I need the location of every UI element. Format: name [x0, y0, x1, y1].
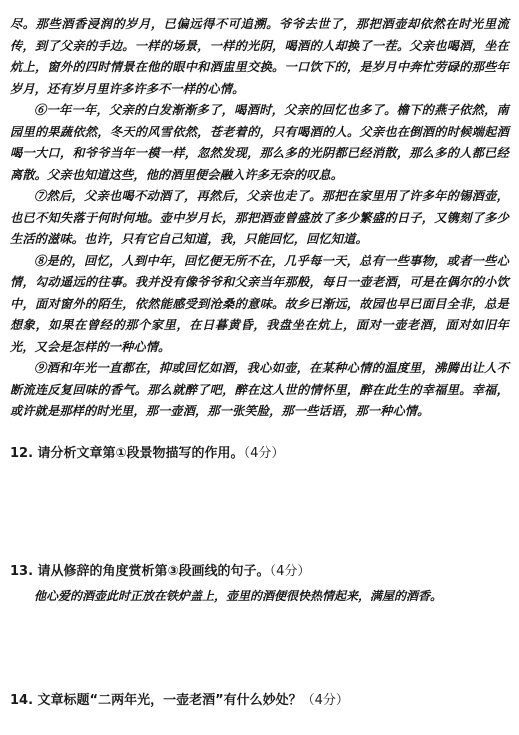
- question-12-text: 12. 请分析文章第①段景物描写的作用。: [10, 446, 244, 461]
- passage-paragraph-7: ⑦然后，父亲也喝不动酒了，再然后，父亲也走了。那把在家里用了许多年的锡酒壶，也已不知失落于何时何地。壶中岁月长，那把酒壶曾盛放了多少繁盛的日子，又镌刻了多少生活的滋味。也许，只有它自己知道，我，只能回忆，回忆知道。: [10, 189, 509, 246]
- question-12-score: （4分）: [243, 446, 285, 461]
- question-13-quoted-sentence: 他心爱的酒壶此时正放在铁炉盖上，壶里的酒便很快热情起来，满屋的酒香。: [34, 589, 443, 603]
- question-13-score: （4分）: [269, 564, 311, 579]
- question-13: [10, 560, 509, 579]
- passage-paragraph-5-end: 尽。那些酒香浸润的岁月，已偏远得不可追溯。爷爷去世了，那把酒壶却依然在时光里流传，到了父亲的手边。一样的场景，一样的光阴，喝酒的人却换了一茬。父亲也喝酒，坐在炕上，窗外的四时情景在他的眼中和酒盅里交换。一口饮下的，是岁月中奔忙劳碌的那些年岁月，还有岁月里许多许多不一样的心情。: [10, 17, 509, 96]
- question-12: [10, 442, 509, 461]
- reading-passage: [10, 14, 509, 423]
- passage-paragraph-6: ⑥一年一年，父亲的白发渐渐多了，喝酒时，父亲的回忆也多了。檐下的燕子依然，南园里的果蔬依然，冬天的风雪依然，苍老着的，只有喝酒的人。父亲也在倒酒的时候端起酒喝一大口，和爷爷当年一模一样，忽然发现，那么多的光阴都已经消散，那么多的人都已经离散。父亲也知道这些，他的酒里便会融入许多无奈的叹息。: [10, 103, 509, 182]
- question-14-text: 14. 文章标题“二两年光，一壶老酒”有什么妙处？: [10, 693, 302, 708]
- passage-paragraph-9: ⑨酒和年光一直都在，抑或回忆如酒，我心如壶，在某种心情的温度里，沸腾出让人不断流连反复回味的香气。那么就醉了吧，醉在这人世的情怀里，醉在此生的幸福里。幸福，或许就是那样的时光里，那一壶酒，那一张笑脸，那一些话语，那一种心情。: [10, 361, 509, 418]
- passage-paragraph-8: ⑧是的，回忆，人到中年，回忆便无所不在，几乎每一天，总有一些事物，或者一些心情，勾动遥远的往事。我并没有像爷爷和父亲当年那般，每日一壶老酒，可是在偶尔的小饮中，面对窗外的陌生，依然能感受到沧桑的意味。故乡已渐远，故园也早已面目全非，总是想象，如果在曾经的那个家里，在日暮黄昏，我盘坐在炕上，面对一壶老酒，面对如旧年光，又会是怎样的一种心情。: [10, 253, 509, 354]
- question-14-score: （4分）: [301, 693, 349, 708]
- question-13-text: 13. 请从修辞的角度赏析第③段画线的句子。: [10, 564, 270, 579]
- question-14: [10, 689, 509, 708]
